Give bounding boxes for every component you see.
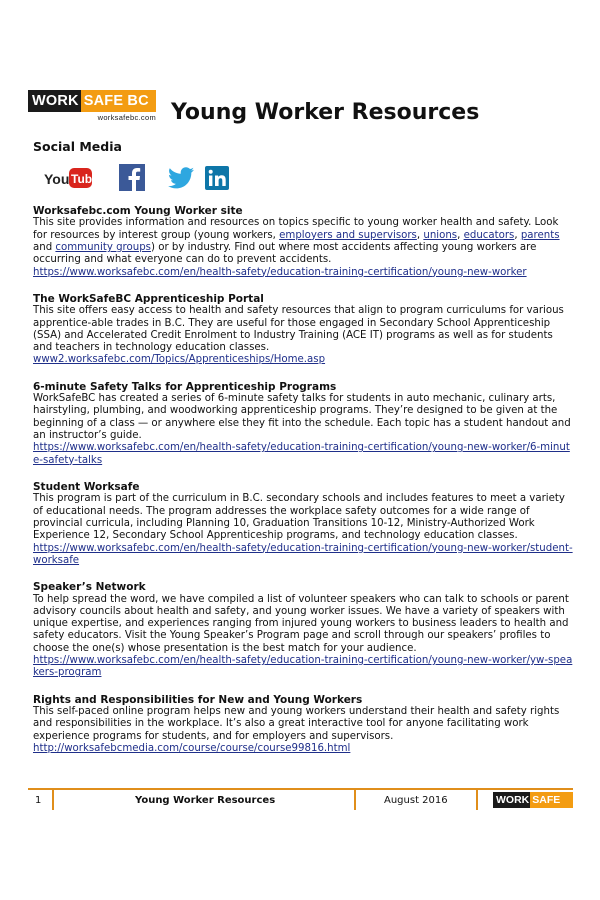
section-title: The WorkSafeBC Apprenticeship Portal — [33, 292, 264, 305]
parents-link[interactable]: parents — [520, 229, 560, 241]
section-title: Worksafebc.com Young Worker site — [33, 205, 243, 217]
section-url-link[interactable]: http://worksafebcmedia.com/course/course/course99816.html — [33, 742, 351, 754]
body-text: This site provides information and resources on topics specific to young worker health and safety. Look for resources by interest group (young workers, — [33, 217, 559, 241]
section-apprenticeship-portal — [33, 293, 573, 367]
section-speakers-network — [33, 581, 573, 679]
logo-safe-text: SAFE BC — [81, 90, 156, 112]
logo-work-text: WORK — [28, 90, 81, 112]
educators-link[interactable]: educators — [463, 229, 515, 241]
section-young-worker-site — [33, 205, 573, 279]
page-number: 1 — [35, 795, 42, 806]
footer-logo — [493, 792, 573, 818]
svg-text:You: You — [44, 171, 70, 187]
section-url-link[interactable]: https://www.worksafebc.com/en/health-safety/education-training-certification/young-new-worker/yw-speakers-program — [33, 655, 573, 679]
section-body: This self-paced online program helps new and young workers understand their health and safety rights and responsibilities in the workplace. It’s also a great interactive tool for anyone facilitating work experience programs for students, and for employers and supervisors. — [33, 706, 560, 742]
section-body: To help spread the word, we have compiled a list of volunteer speakers who can talk to schools or parent advisory councils about health and safety, and young worker issues. We have a variety of speakers with unique expertise, and experiences ranging from injured young workers to business leaders to health and safety educators. Visit the Young Speaker’s Program page and scroll through our speakers’ profiles to choose the one(s) whose presentation is the best match for your audience. — [33, 593, 569, 654]
separator-text: , — [457, 229, 464, 241]
footer-title: Young Worker Resources — [135, 795, 276, 806]
separator-text: , — [514, 229, 521, 241]
facebook-icon[interactable] — [119, 164, 145, 191]
footer-divider — [52, 788, 54, 810]
logo-url: worksafebc.com — [97, 113, 156, 122]
separator-text: , — [416, 229, 424, 241]
section-body: This site offers easy access to health and safety resources that align to program curriculums for various apprentice-able trades in B.C. They are useful for those engaged in Secondary School Apprenticeship (SSA) and Accelerated Credit Enrolment to Industry Training (ACE IT) programs as well as for students and teachers in technology education classes. — [33, 305, 564, 354]
resource-list — [33, 205, 573, 769]
footer-divider — [476, 788, 478, 810]
worksafebc-logo — [28, 90, 156, 120]
section-student-worksafe — [33, 481, 573, 567]
footer-divider — [354, 788, 356, 810]
section-safety-talks — [33, 381, 573, 467]
page-title: Young Worker Resources — [171, 100, 480, 125]
body-text: ) or by industry. Find out where most accidents affecting young workers are occurring and what everyone can do to prevent accidents. — [33, 242, 537, 266]
footer-date: August 2016 — [384, 795, 448, 806]
section-body: WorkSafeBC has created a series of 6-minute safety talks for students in auto mechanic, culinary arts, hairstyling, plumbing, and woodworking apprenticeship programs. They’re designed to be given at the beginning of a class — or anywhere else they fit into the schedule. Each topic has a student handout and an instructor’s guide. — [33, 393, 571, 442]
employers-link[interactable]: employers and supervisors — [279, 229, 417, 241]
twitter-icon[interactable] — [168, 166, 194, 190]
section-url-link[interactable]: https://www.worksafebc.com/en/health-safety/education-training-certification/young-new-worker/6-minute-safety-talks — [33, 442, 570, 466]
section-rights-responsibilities — [33, 694, 573, 756]
section-url-link[interactable]: www2.worksafebc.com/Topics/Apprenticeships/Home.asp — [33, 354, 326, 366]
section-title: Rights and Responsibilities for New and Young Workers — [33, 693, 363, 706]
section-title: Speaker’s Network — [33, 581, 146, 594]
footer-logo-safe: SAFE BC — [530, 792, 573, 808]
social-media-heading: Social Media — [33, 139, 122, 154]
unions-link[interactable]: unions — [423, 229, 458, 241]
community-groups-link[interactable]: community groups — [55, 242, 151, 253]
youtube-icon[interactable] — [44, 167, 99, 189]
section-title: Student Worksafe — [33, 480, 140, 493]
linkedin-icon[interactable] — [205, 166, 229, 190]
section-body — [33, 217, 573, 266]
section-url-link[interactable]: https://www.worksafebc.com/en/health-safety/education-training-certification/young-new-worker — [33, 266, 527, 278]
page-footer — [28, 788, 573, 818]
section-title: 6-minute Safety Talks for Apprenticeship Programs — [33, 380, 337, 393]
separator-text: and — [33, 242, 56, 253]
section-url-link[interactable]: https://www.worksafebc.com/en/health-safety/education-training-certification/young-new-worker/student-worksafe — [33, 542, 573, 566]
svg-text:Tube: Tube — [71, 172, 99, 186]
footer-logo-work: WORK — [493, 792, 530, 808]
section-body: This program is part of the curriculum in B.C. secondary schools and includes features to meet a variety of educational needs. The program addresses the workplace safety outcomes for a wide range of provincial curricula, including Planning 10, Graduation Transitions 10-12, Ministry-Authorized Work Experience 12, Secondary School Apprenticeship programs, and technology education classes. — [33, 493, 565, 542]
